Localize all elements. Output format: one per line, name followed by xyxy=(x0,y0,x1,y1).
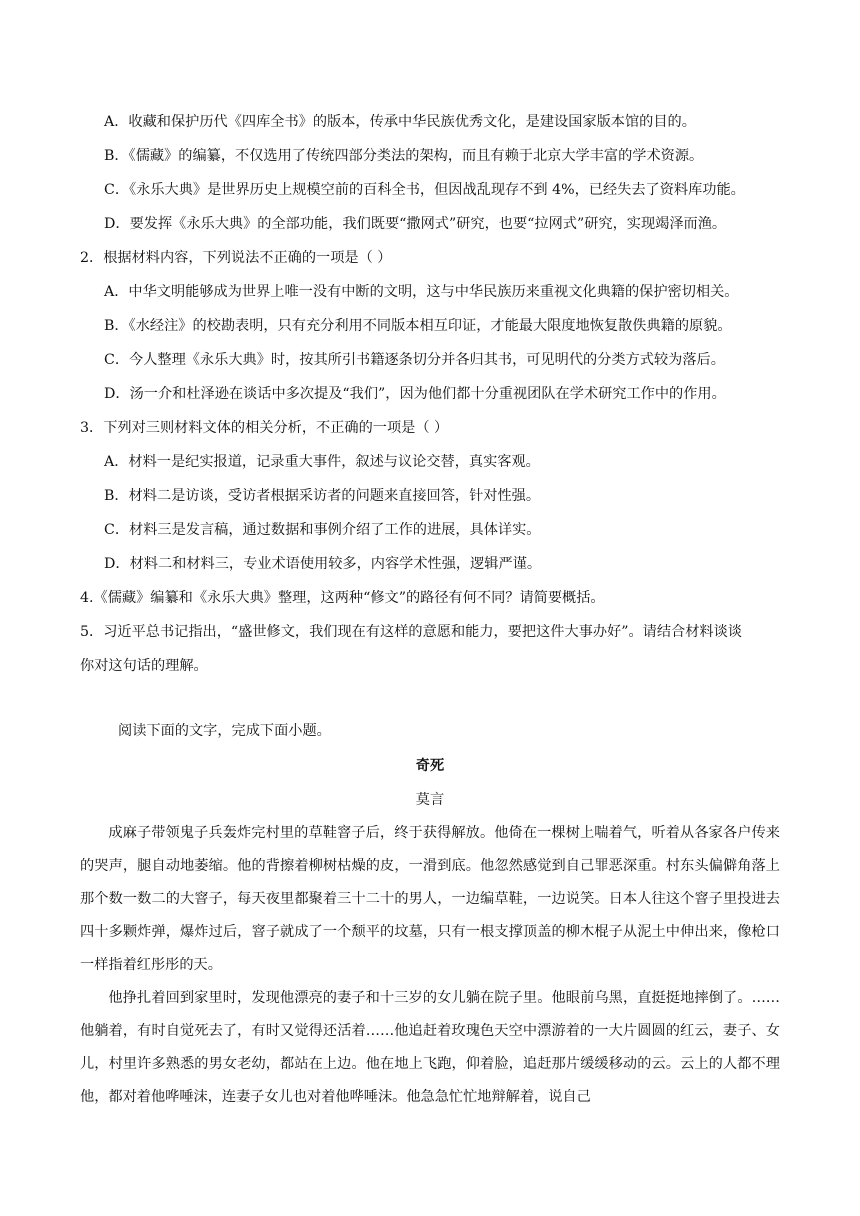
q3-stem: 3．下列对三则材料文体的相关分析，不正确的一项是（ ） xyxy=(80,420,449,436)
q4-stem: 4.《儒藏》编纂和《永乐大典》整理，这两种“修文”的路径有何不同？请简要概括。 xyxy=(80,590,605,606)
q5-stem-line2: 你对这句话的理解。 xyxy=(80,658,208,674)
q2-option-c: C．今人整理《永乐大典》时，按其所引书籍逐条切分并各归其书，可见明代的分类方式较为落后。 xyxy=(104,352,725,368)
story-title: 奇死 xyxy=(415,758,445,774)
q3-option-a: A．材料一是纪实报道，记录重大事件，叙述与议论交替，真实客观。 xyxy=(104,454,540,470)
q1-option-a: A．收藏和保护历代《四库全书》的版本，传承中华民族优秀文化，是建设国家版本馆的目的。 xyxy=(104,114,696,130)
q2-option-b: B．《水经注》的校勘表明，只有充分利用不同版本相互印证，才能最大限度地恢复散佚典籍的原貌。 xyxy=(104,318,732,334)
q1-option-b: B．《儒藏》的编纂，不仅选用了传统四部分类法的架构，而且有赖于北京大学丰富的学术资源。 xyxy=(104,148,704,164)
q2-stem: 2．根据材料内容，下列说法不正确的一项是（ ） xyxy=(80,250,392,266)
q3-option-c: C．材料三是发言稿，通过数据和事例介绍了工作的进展，具体详实。 xyxy=(104,522,541,538)
q3-option-b: B．材料二是访谈，受访者根据采访者的问题来直接回答，针对性强。 xyxy=(104,488,541,504)
q1-option-c: C．《永乐大典》是世界历史上规模空前的百科全书，但因战乱现存不到 4%，已经失去了资料库功能。 xyxy=(104,182,745,198)
q2-option-a: A．中华文明能够成为世界上唯一没有中断的文明，这与中华民族历来重视文化典籍的保护密切相关。 xyxy=(104,284,739,300)
q1-option-d: D．要发挥《永乐大典》的全部功能，我们既要“撒网式”研究，也要“拉网式”研究，实现竭泽而渔。 xyxy=(104,216,727,232)
reading-instruction: 阅读下面的文字，完成下面小题。 xyxy=(118,723,331,739)
story-paragraph-1: 成麻子带领鬼子兵轰炸完村里的草鞋窨子后，终于获得解放。他倚在一棵树上喘着气，听着从各家各户传来的哭声，腿自动地萎缩。他的背擦着柳树枯燥的皮，一滑到底。他忽然感觉到自己罪恶深重。村东头偏僻角落上那个数一数二的大窨子，每天夜里都聚着三十二十的男人，一边编草鞋，一边说笑。日本人往这个窨子里投进去四十多颗炸弹，爆炸过后，窨子就成了一个颓平的坟墓，只有一根支撑顶盖的柳木棍子从泥土中伸出来，像枪口一样指着红彤彤的天。 xyxy=(80,825,780,973)
q5-stem-line1: 5．习近平总书记指出，“盛世修文，我们现在有这样的意愿和能力，要把这件大事办好”。请结合材料谈谈 xyxy=(80,624,742,640)
q3-option-d: D．材料二和材料三，专业术语使用较多，内容学术性强，逻辑严谨。 xyxy=(104,556,542,572)
story-paragraph-2: 他挣扎着回到家里时，发现他漂亮的妻子和十三岁的女儿躺在院子里。他眼前乌黑，直挺挺地摔倒了。……他躺着，有时自觉死去了，有时又觉得还活着……他追赶着玫瑰色天空中漂游着的一大片圆圆的红云，妻子、女儿，村里许多熟悉的男女老幼，都站在上边。他在地上飞跑，仰着脸，追赶那片缓缓移动的云。云上的人都不理他，都对着他哗唾沫，连妻子女儿也对着他哗唾沫。他急急忙忙地辩解着，说自己 xyxy=(80,990,780,1105)
q2-option-d: D．汤一介和杜泽逊在谈话中多次提及“我们”，因为他们都十分重视团队在学术研究工作中的作用。 xyxy=(104,386,726,402)
story-author: 莫言 xyxy=(415,792,445,808)
